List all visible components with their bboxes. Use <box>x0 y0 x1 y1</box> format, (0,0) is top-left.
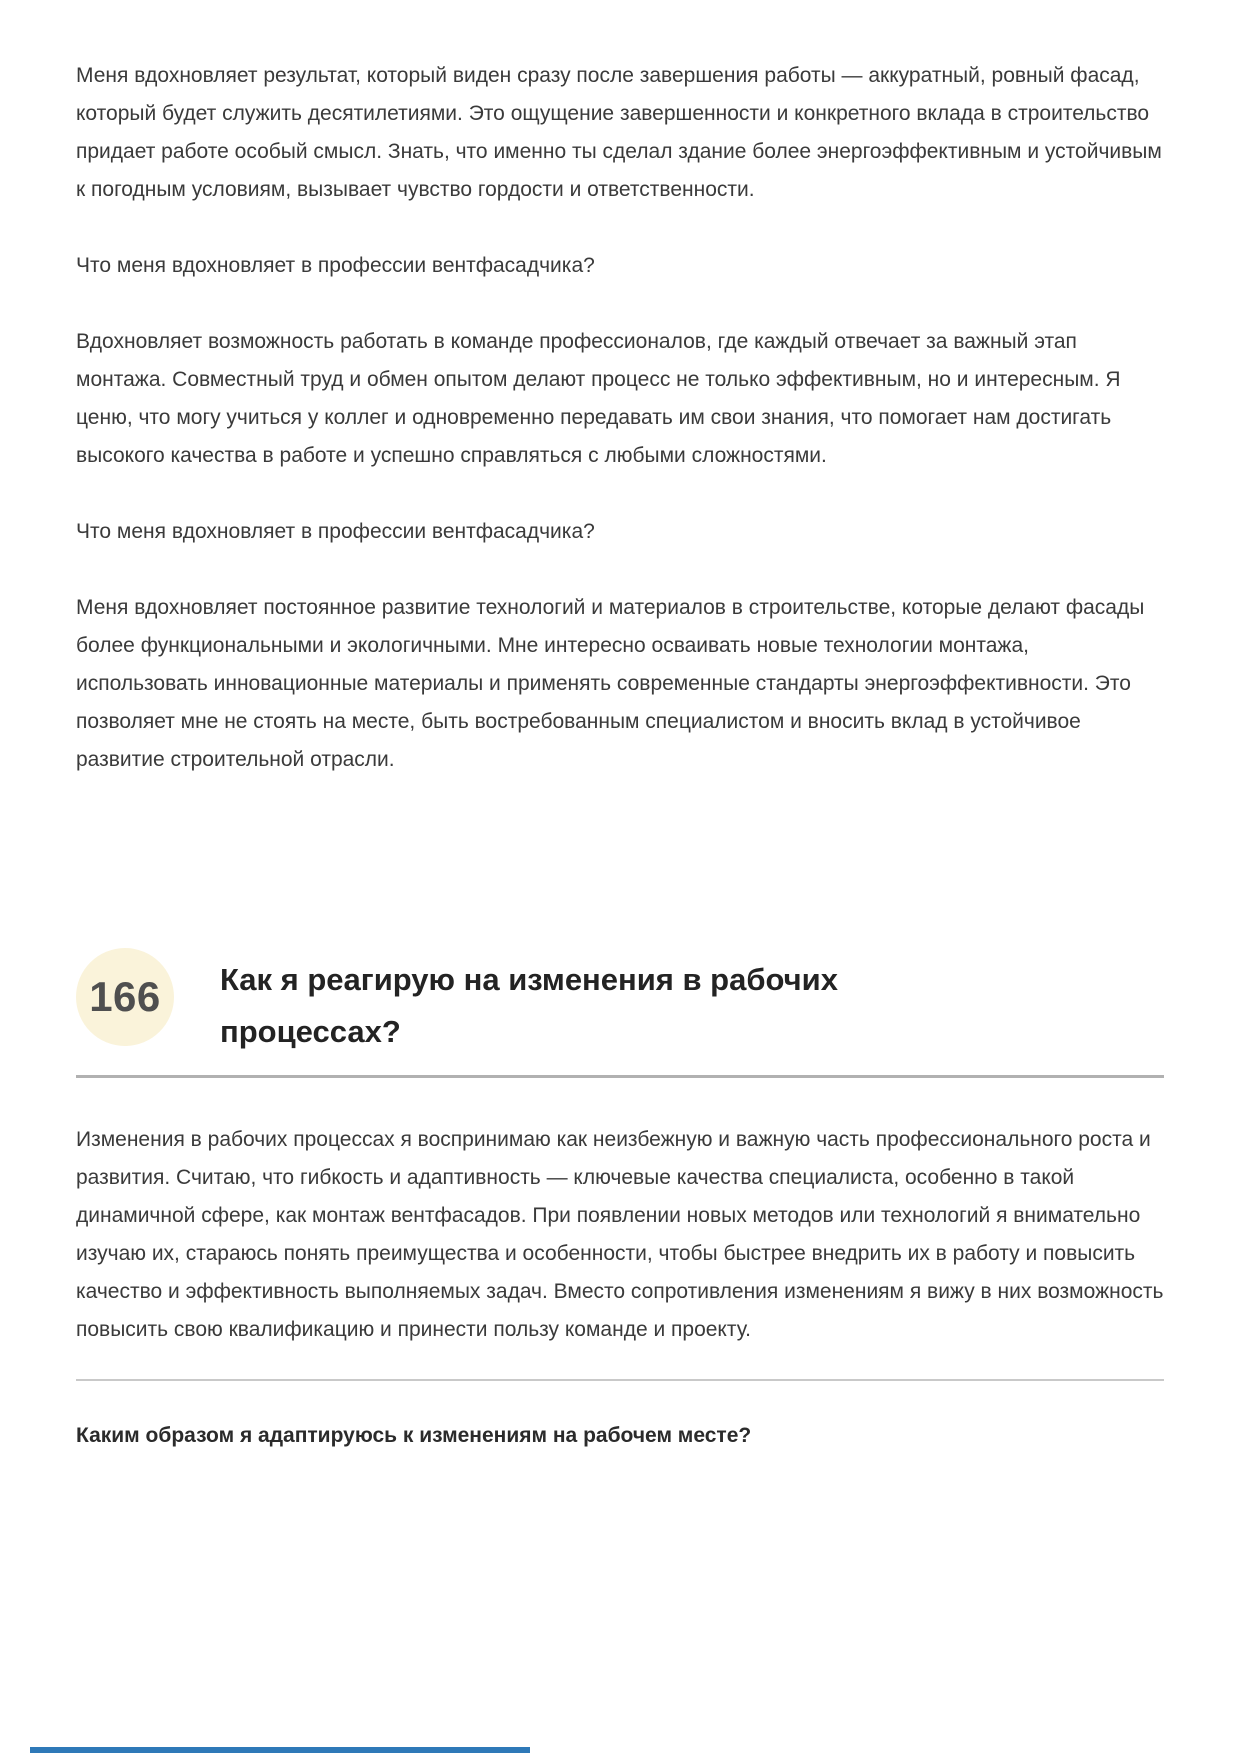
question-inspiration-2: Что меня вдохновляет в профессии вентфасадчика? <box>76 520 595 543</box>
paragraph-answer-changes: Изменения в рабочих процессах я воспринимаю как неизбежную и важную часть профессионального роста и развития. Считаю, что гибкость и адаптивность — ключевые качества специалиста, особенно в такой динамичной сфере, как монтаж вентфасадов. При появлении новых методов или технологий я внимательно изучаю их, стараюсь понять преимущества и особенности, чтобы быстрее внедрить их в работу и повысить качество и эффективность выполняемых задач. Вместо сопротивления изменениям я вижу в них возможность повысить свою квалификацию и принести пользу команде и проекту. <box>76 1128 1164 1341</box>
question-number-badge: 166 <box>76 948 174 1046</box>
section-header <box>76 948 1165 1058</box>
page-bottom-accent-bar <box>30 1747 530 1753</box>
followup-question: Каким образом я адаптируюсь к изменениям на рабочем месте? <box>76 1424 752 1447</box>
paragraph-technology-development: Меня вдохновляет постоянное развитие технологий и материалов в строительстве, которые делают фасады более функциональными и экологичными. Мне интересно осваивать новые технологии монтажа, использовать инновационные материалы и применять современные стандарты энергоэффективности. Это позволяет мне не стоять на месте, быть востребованным специалистом и вносить вклад в устойчивое развитие строительной отрасли. <box>76 596 1145 771</box>
paragraph-inspiration-result: Меня вдохновляет результат, который виден сразу после завершения работы — аккуратный, ровный фасад, который будет служить десятилетиями. Это ощущение завершенности и конкретного вклада в строительство придает работе особый смысл. Знать, что именно ты сделал здание более энергоэффективным и устойчивым к погодным условиям, вызывает чувство гордости и ответственности. <box>76 64 1162 201</box>
paragraph-teamwork: Вдохновляет возможность работать в команде профессионалов, где каждый отвечает за важный этап монтажа. Совместный труд и обмен опытом делают процесс не только эффективным, но и интересным. Я ценю, что могу учиться у коллег и одновременно передавать им свои знания, что помогает нам достигать высокого качества в работе и успешно справляться с любыми сложностями. <box>76 330 1121 467</box>
question-inspiration-1: Что меня вдохновляет в профессии вентфасадчика? <box>76 254 595 277</box>
section-title: Как я реагирую на изменения в рабочих процессах? <box>220 962 838 1049</box>
divider-under-title <box>76 1075 1164 1078</box>
divider-under-answer <box>76 1379 1164 1381</box>
